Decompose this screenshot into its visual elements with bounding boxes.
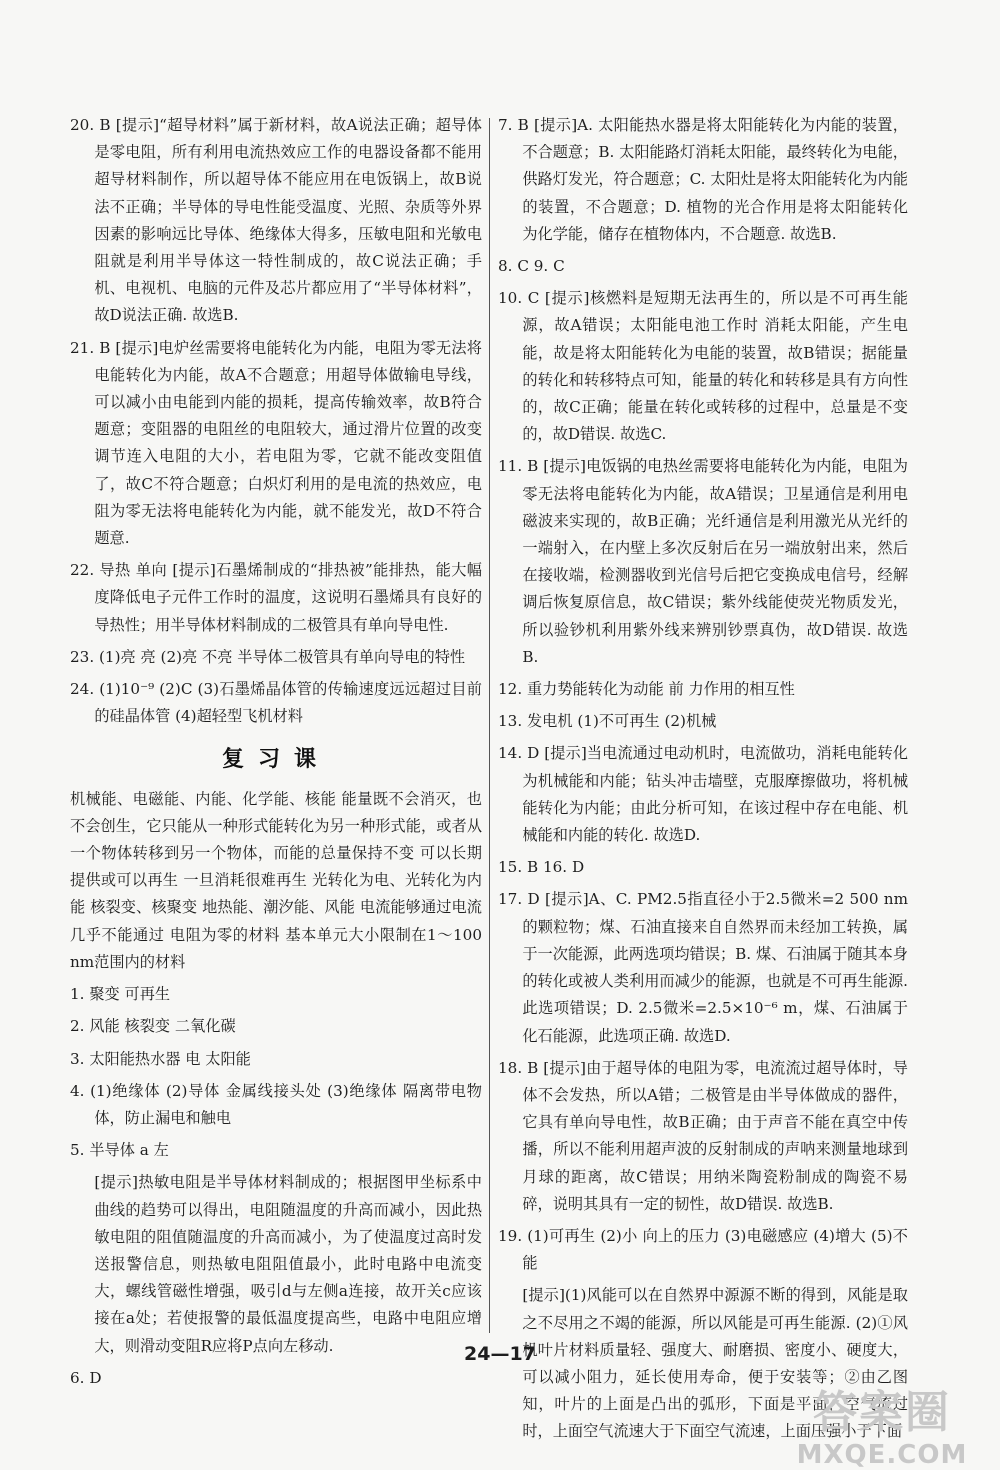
review-answer-4: 4. (1)绝缘体 (2)导体 金属线接头处 (3)绝缘体 隔离带电物体，防止漏电和触电 — [70, 1081, 482, 1127]
review-answer-5: 5. 半导体 a 左 — [70, 1141, 169, 1160]
review-answer-6: 6. D — [70, 1368, 102, 1387]
answer-20: 20. B [提示]“超导材料”属于新材料，故A说法正确；超导体是零电阻，所有利用电流热效应工作的电器设备都不能用超导材料制作，所以超导体不能应用在电饭锅上，故B说法不正确；半导体的导电性能受温度、光照、杂质等外界因素的影响远比导体、绝缘体大得多，压敏电阻和光敏电阻就是利用半导体这一特性制成的，故C说法正确；手机、电视机、电脑的元件及芯片都应用了“半导体材料”，故D说法正确. 故选B. — [70, 116, 482, 325]
review-answer-7: 7. B [提示]A. 太阳能热水器是将太阳能转化为内能的装置，不合题意；B. 太阳能路灯消耗太阳能，最终转化为电能，供路灯发光，符合题意；C. 太阳灶是将太阳能转化为内能的装置，不合题意；D. 植物的光合作用是将太阳能转化为化学能，储存在植物体内，不合题意. 故选B. — [498, 116, 908, 243]
right-column — [498, 112, 908, 1451]
review-answer-17: 17. D [提示]A、C. PM2.5指直径小于2.5微米=2 500 nm的颗粒物；煤、石油直接来自自然界而未经加工转换，属于一次能源，此两选项均错误；B. 煤、石油属于随其本身的转化或被人类利用而减少的能源，也就是不可再生能源. 此选项错误；D. 2.5微米=2.5×10⁻⁶ m，煤、石油属于化石能源，此选项正确. 故选D. — [498, 890, 908, 1045]
review-answer-10: 10. C [提示]核燃料是短期无法再生的，所以是不可再生能源，故A错误；太阳能电池工作时 消耗太阳能，产生电能，故是将太阳能转化为电能的装置，故B错误；据能量的转化和转移特点可知，能量的转化和转移是具有方向性的，故C正确；能量在转化或转移的过程中，总量是不变的，故D错误. 故选C. — [498, 289, 908, 444]
review-answer-12: 12. 重力势能转化为动能 前 力作用的相互性 — [498, 680, 795, 699]
review-answer-5-hint: [提示]热敏电阻是半导体材料制成的；根据图甲坐标系中曲线的趋势可以得出，电阻随温度的升高而减小，因此热敏电阻的阻值随温度的升高而减小，为了使温度过高时发送报警信息，则热敏电阻阻值最小，此时电路中电流变大，螺线管磁性增强，吸引d与左侧a连接，故开关c应该接在a处；若使报警的最低温度提高些，电路中电阻应增大，则滑动变阻R应将P点向左移动. — [94, 1173, 482, 1355]
watermark-bottom-text: MXQE.COM — [796, 1440, 968, 1470]
review-answer-13: 13. 发电机 (1)不可再生 (2)机械 — [498, 712, 717, 731]
left-column — [70, 112, 482, 1397]
review-intro: 机械能、电磁能、内能、化学能、核能 能量既不会消灭，也不会创生，它只能从一种形式能转化为另一种形式能，或者从一个物体转移到另一个物体，而能的总量保持不变 可以长期提供或可以再生 一旦消耗很难再生 光转化为电、光转化为内能 核裂变、核聚变 地热能、潮汐能、风能 电流能够通过电流几乎不能通过 电阻为零的材料 基本单元大小限制在1～100 nm范围内的材料 — [70, 789, 482, 971]
answer-22: 22. 导热 单向 [提示]石墨烯制成的“排热被”能排热，能大幅度降低电子元件工作时的温度，这说明石墨烯具有良好的导热性；用半导体材料制成的二极管具有单向导电性. — [70, 561, 482, 634]
page-number: 24—17 — [464, 1343, 536, 1365]
watermark-top-text: 答案圈 — [813, 1387, 951, 1438]
review-answer-1: 1. 聚变 可再生 — [70, 985, 171, 1004]
review-answer-19-hint: [提示](1)风能可以在自然界中源源不断的得到，风能是取之不尽用之不竭的能源，所以风能是可再生能源. (2)①风机叶片材料质量轻、强度大、耐磨损、密度小、硬度大，可以减小阻力，延长使用寿命，便于安装等；②由乙图知，叶片的上面是凸出的弧形，下面是平面，空气流过时，上面空气流速大于下面空气流速，上面压强小于下面 — [522, 1286, 908, 1441]
answer-21: 21. B [提示]电炉丝需要将电能转化为内能，电阻为零无法将电能转化为内能，故A不合题意；用超导体做输电导线，可以减小由电能到内能的损耗，提高传输效率，故B符合题意；变阻器的电阻丝的电阻较大，通过滑片位置的改变调节连入电阻的大小，若电阻为零，它就不能改变阻值了，故C不符合题意；白炽灯利用的是电流的热效应，电阻为零无法将电能转化为内能，就不能发光，故D不符合题意. — [70, 338, 482, 548]
section-title: 复习课 — [221, 747, 330, 773]
column-divider — [489, 118, 490, 1333]
watermark-logo — [782, 1376, 982, 1470]
review-answer-3: 3. 太阳能热水器 电 太阳能 — [70, 1049, 251, 1068]
review-answer-15-16: 15. B 16. D — [498, 858, 585, 877]
review-answer-2: 2. 风能 核裂变 二氧化碳 — [70, 1017, 236, 1036]
review-answer-11: 11. B [提示]电饭锅的电热丝需要将电能转化为内能，电阻为零无法将电能转化为内能，故A错误；卫星通信是利用电磁波来实现的，故B正确；光纤通信是利用激光从光纤的一端射入，在内壁上多次反射后在另一端放射出来，然后在接收端，检测器收到光信号后把它变换成电信号，经解调后恢复原信息，故C错误；紫外线能使荧光物质发光，所以验钞机利用紫外线来辨别钞票真伪，故D错误. 故选B. — [498, 457, 908, 666]
review-answer-18: 18. B [提示]由于超导体的电阻为零，电流流过超导体时，导体不会发热，所以A错；二极管是由半导体做成的器件，它具有单向导电性，故B正确；由于声音不能在真空中传播，所以不能利用超声波的反射制成的声呐来测量地球到月球的距离，故C错误；用纳米陶瓷粉制成的陶瓷不易碎，说明其具有一定的韧性，故D错误. 故选B. — [498, 1058, 908, 1213]
review-answer-14: 14. D [提示]当电流通过电动机时，电流做功，消耗电能转化为机械能和内能；钻头冲击墙壁，克服摩擦做功，将机械能转化为内能；由此分析可知，在该过程中存在电能、机械能和内能的转化. 故选D. — [498, 744, 908, 845]
answer-23: 23. (1)亮 亮 (2)亮 不亮 半导体二极管具有单向导电的特性 — [70, 647, 466, 666]
review-answer-8-9: 8. C 9. C — [498, 257, 565, 276]
answer-24: 24. (1)10⁻⁹ (2)C (3)石墨烯晶体管的传输速度远远超过目前的硅晶体管 (4)超轻型飞机材料 — [70, 680, 482, 726]
review-answer-19: 19. (1)可再生 (2)小 向上的压力 (3)电磁感应 (4)增大 (5)不能 — [498, 1226, 908, 1273]
